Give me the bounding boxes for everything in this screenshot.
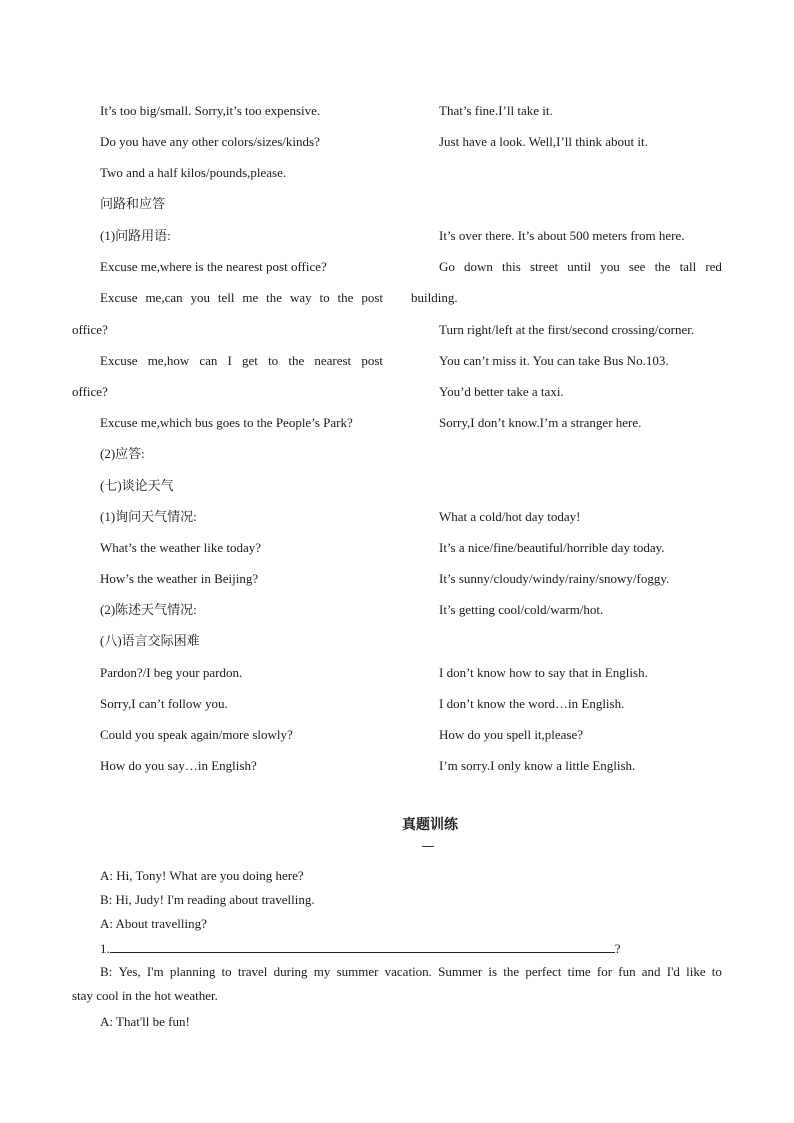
word: planning	[169, 964, 216, 979]
word: I'd	[666, 964, 680, 979]
question-mark: ?	[614, 941, 621, 956]
justified-line	[100, 290, 383, 306]
text-line: Do you have any other colors/sizes/kinds?	[100, 134, 320, 149]
word: the	[654, 259, 671, 274]
word: tell	[217, 290, 235, 305]
text-line: What a cold/hot day today!	[439, 509, 581, 524]
word: can	[199, 353, 218, 368]
text-line: It’s a nice/fine/beautiful/horrible day today.	[439, 540, 665, 555]
word: to	[268, 353, 279, 368]
word: until	[567, 259, 592, 274]
word: vacation.	[384, 964, 432, 979]
text-line: It’s over there. It’s about 500 meters from here.	[439, 228, 685, 243]
text-line: Pardon?/I beg your pardon.	[100, 665, 243, 680]
word: this	[502, 259, 521, 274]
word: my	[313, 964, 331, 979]
word: Yes,	[118, 964, 141, 979]
word: during	[273, 964, 308, 979]
word: summer	[336, 964, 379, 979]
dialogue-line: stay cool in the hot weather.	[72, 988, 218, 1003]
justified-line	[100, 353, 383, 369]
word: time	[567, 964, 591, 979]
question-number: 1.	[100, 941, 110, 956]
text-line: Excuse me,which bus goes to the People’s Park?	[100, 415, 353, 430]
dialogue-line: B: Hi, Judy! I'm reading about travelling.	[100, 892, 315, 907]
text-line: building.	[411, 290, 458, 305]
word: post	[361, 353, 383, 368]
dialogue-line: A: That'll be fun!	[100, 1014, 190, 1029]
text-line: Sorry,I don’t know.I’m a stranger here.	[439, 415, 642, 430]
text-line: I don’t know the word…in English.	[439, 696, 625, 711]
text-line: Two and a half kilos/pounds,please.	[100, 165, 287, 180]
word: way	[289, 290, 312, 305]
word: get	[242, 353, 258, 368]
word: Go	[439, 259, 455, 274]
word: you	[190, 290, 210, 305]
word: I	[227, 353, 232, 368]
text-line: You can’t miss it. You can take Bus No.103.	[439, 353, 669, 368]
word: see	[628, 259, 646, 274]
word: fun	[618, 964, 636, 979]
fill-blank-question	[100, 940, 621, 957]
justified-line	[100, 964, 722, 980]
word: street	[529, 259, 559, 274]
section-dash	[422, 846, 434, 847]
dialogue-line: A: About travelling?	[100, 916, 207, 931]
text-line: It’s sunny/cloudy/windy/rainy/snowy/foggy.	[439, 571, 670, 586]
word: red	[705, 259, 722, 274]
section-title: 真题训练	[402, 818, 458, 833]
text-line: That’s fine.I’ll take it.	[439, 103, 553, 118]
word: Excuse	[100, 290, 138, 305]
section-heading: (八)语言交际困难	[100, 633, 200, 648]
text-line: office?	[72, 322, 108, 337]
word: the	[266, 290, 283, 305]
word: Excuse	[100, 353, 138, 368]
text-line: How do you say…in English?	[100, 758, 257, 773]
word: down	[464, 259, 493, 274]
text-line: I don’t know how to say that in English.	[439, 665, 648, 680]
text-line: How do you spell it,please?	[439, 727, 584, 742]
word: to	[221, 964, 232, 979]
word: to	[711, 964, 722, 979]
word: post	[361, 290, 383, 305]
subheading: (1)问路用语:	[100, 228, 171, 243]
word: and	[641, 964, 661, 979]
word: B:	[100, 964, 113, 979]
dialogue-line: A: Hi, Tony! What are you doing here?	[100, 868, 304, 883]
text-line: Turn right/left at the first/second crossing/corner.	[439, 322, 695, 337]
section-heading: (七)谈论天气	[100, 478, 174, 493]
section-heading: 问路和应答	[100, 196, 166, 211]
word: me,how	[147, 353, 190, 368]
text-line: It’s too big/small. Sorry,it’s too expensive.	[100, 103, 321, 118]
word: to	[319, 290, 330, 305]
word: nearest	[314, 353, 352, 368]
answer-blank[interactable]	[110, 940, 615, 953]
text-line: Just have a look. Well,I’ll think about it.	[439, 134, 648, 149]
word: is	[488, 964, 498, 979]
text-line: What’s the weather like today?	[100, 540, 261, 555]
word: the	[503, 964, 520, 979]
word: I'm	[146, 964, 164, 979]
word: Summer	[438, 964, 483, 979]
text-line: You’d better take a taxi.	[439, 384, 564, 399]
text-line: It’s getting cool/cold/warm/hot.	[439, 602, 604, 617]
text-line: Excuse me,where is the nearest post office?	[100, 259, 327, 274]
word: the	[288, 353, 305, 368]
word: me	[242, 290, 259, 305]
subheading: (1)询问天气情况:	[100, 509, 197, 524]
text-line: How’s the weather in Beijing?	[100, 571, 259, 586]
word: perfect	[525, 964, 562, 979]
word: you	[600, 259, 620, 274]
word: like	[686, 964, 706, 979]
word: travel	[237, 964, 268, 979]
word: for	[596, 964, 613, 979]
word: the	[337, 290, 354, 305]
justified-line	[439, 259, 722, 275]
text-line: Could you speak again/more slowly?	[100, 727, 293, 742]
word: tall	[679, 259, 697, 274]
text-line: office?	[72, 384, 108, 399]
word: me,can	[145, 290, 183, 305]
subheading: (2)陈述天气情况:	[100, 602, 197, 617]
text-line: I’m sorry.I only know a little English.	[439, 758, 636, 773]
subheading: (2)应答:	[100, 446, 145, 461]
text-line: Sorry,I can’t follow you.	[100, 696, 228, 711]
